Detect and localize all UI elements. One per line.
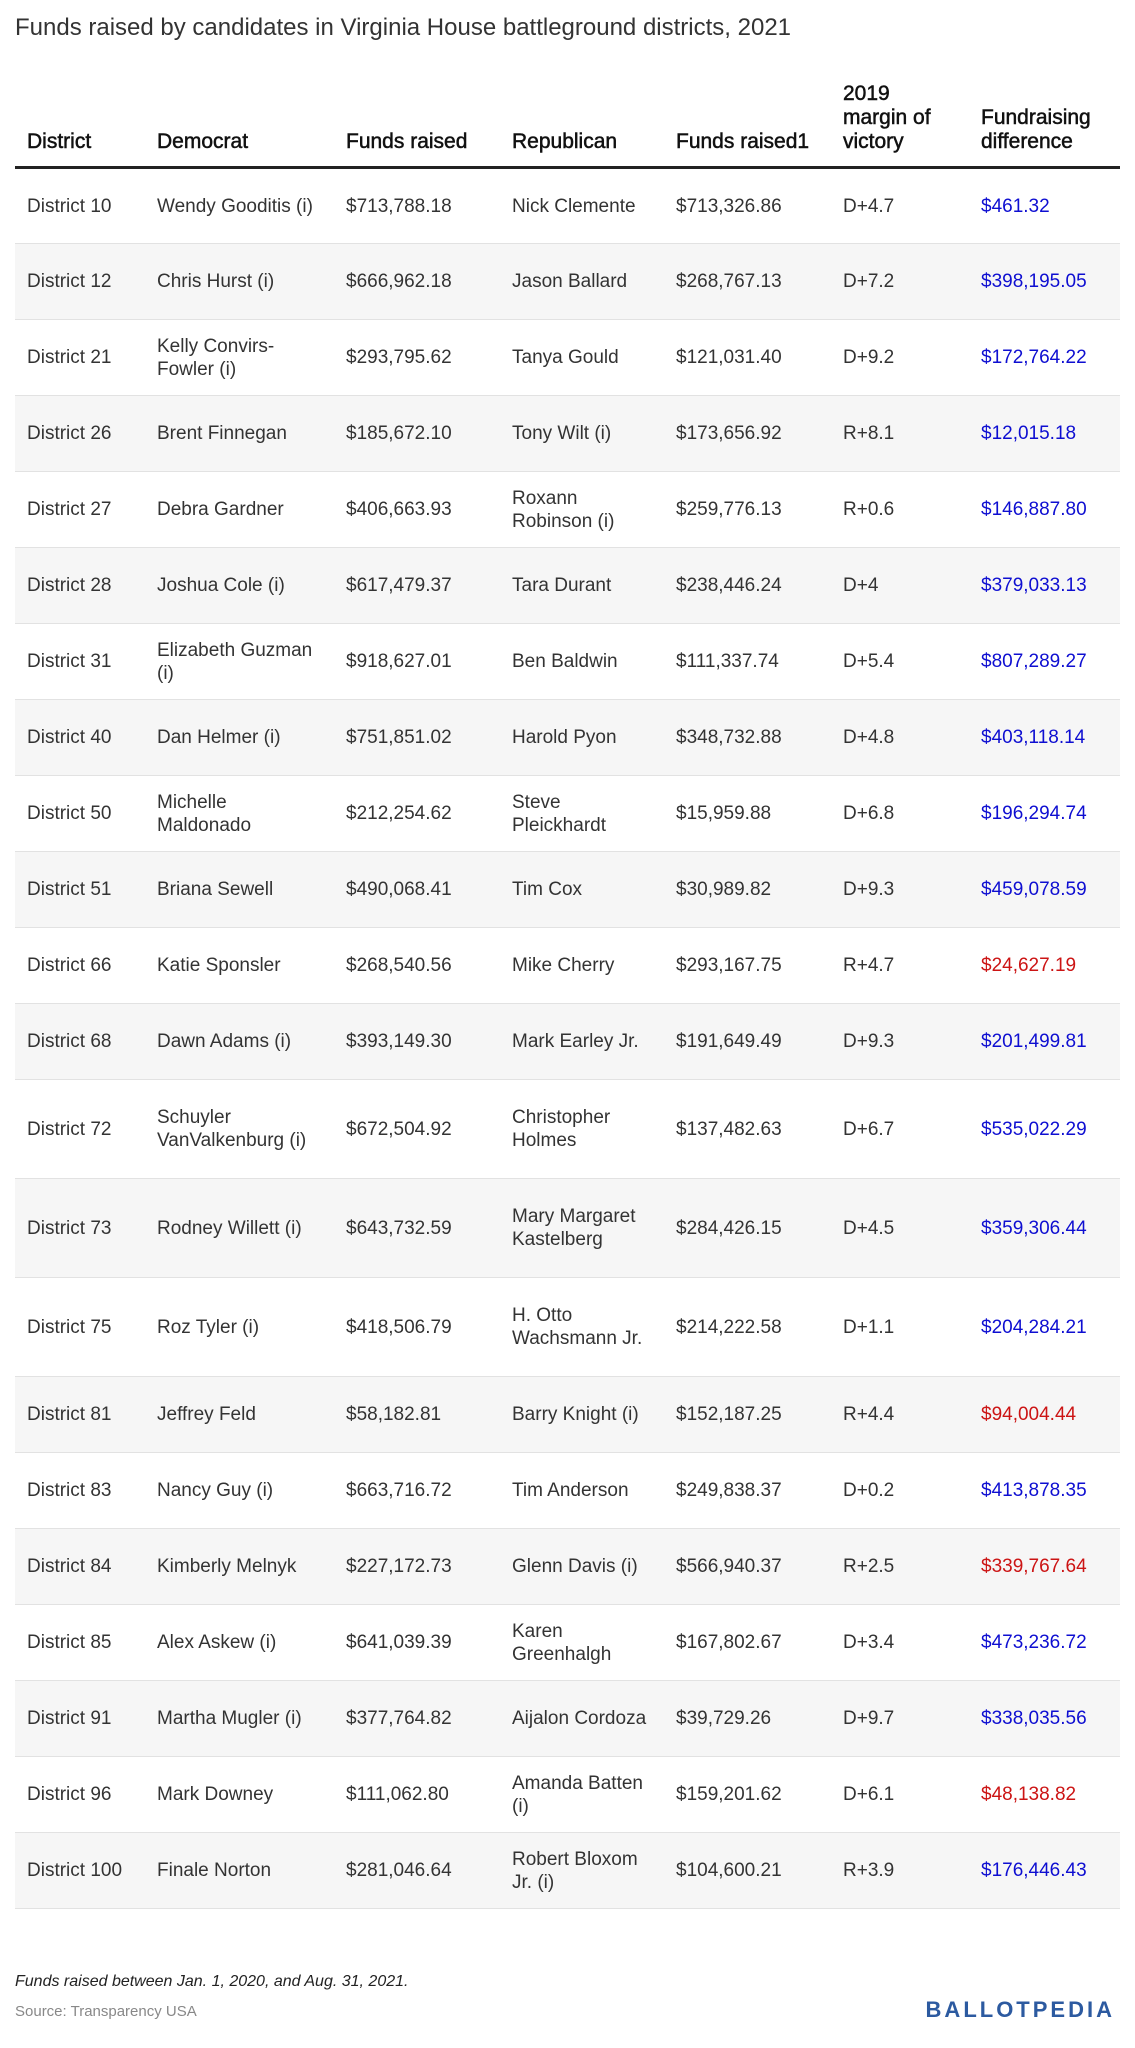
cell-republican: Jason Ballard: [500, 244, 664, 320]
cell-difference: $535,022.29: [969, 1080, 1120, 1179]
table-row: [15, 472, 1120, 548]
table-row: [15, 548, 1120, 624]
table-row: [15, 1004, 1120, 1080]
cell-democrat: Finale Norton: [145, 1833, 334, 1909]
cell-district: District 50: [15, 776, 145, 852]
cell-difference: $24,627.19: [969, 928, 1120, 1004]
cell-democrat: Dawn Adams (i): [145, 1004, 334, 1080]
cell-margin: D+4.7: [831, 168, 969, 244]
cell-district: District 28: [15, 548, 145, 624]
cell-difference: $196,294.74: [969, 776, 1120, 852]
cell-district: District 12: [15, 244, 145, 320]
column-header-difference: Fundraising difference: [969, 82, 1120, 168]
table-row: [15, 1833, 1120, 1909]
cell-rep-funds: $566,940.37: [664, 1529, 831, 1605]
cell-republican: Steve Pleickhardt: [500, 776, 664, 852]
cell-republican: Barry Knight (i): [500, 1377, 664, 1453]
cell-district: District 40: [15, 700, 145, 776]
cell-difference: $48,138.82: [969, 1757, 1120, 1833]
cell-republican: Karen Greenhalgh: [500, 1605, 664, 1681]
cell-district: District 75: [15, 1278, 145, 1377]
cell-difference: $461.32: [969, 168, 1120, 244]
cell-dem-funds: $227,172.73: [334, 1529, 500, 1605]
footnote: Funds raised between Jan. 1, 2020, and Aug. 31, 2021.: [15, 1973, 409, 1990]
cell-dem-funds: $268,540.56: [334, 928, 500, 1004]
cell-difference: $146,887.80: [969, 472, 1120, 548]
table-row: [15, 396, 1120, 472]
cell-district: District 100: [15, 1833, 145, 1909]
cell-difference: $201,499.81: [969, 1004, 1120, 1080]
cell-difference: $359,306.44: [969, 1179, 1120, 1278]
cell-difference: $339,767.64: [969, 1529, 1120, 1605]
cell-rep-funds: $191,649.49: [664, 1004, 831, 1080]
cell-rep-funds: $152,187.25: [664, 1377, 831, 1453]
cell-dem-funds: $751,851.02: [334, 700, 500, 776]
cell-district: District 83: [15, 1453, 145, 1529]
cell-dem-funds: $406,663.93: [334, 472, 500, 548]
cell-dem-funds: $672,504.92: [334, 1080, 500, 1179]
cell-democrat: Roz Tyler (i): [145, 1278, 334, 1377]
cell-dem-funds: $641,039.39: [334, 1605, 500, 1681]
cell-rep-funds: $39,729.26: [664, 1681, 831, 1757]
table-row: [15, 1080, 1120, 1179]
cell-rep-funds: $268,767.13: [664, 244, 831, 320]
cell-dem-funds: $617,479.37: [334, 548, 500, 624]
cell-margin: R+8.1: [831, 396, 969, 472]
cell-margin: D+6.7: [831, 1080, 969, 1179]
cell-district: District 73: [15, 1179, 145, 1278]
cell-district: District 21: [15, 320, 145, 396]
cell-district: District 72: [15, 1080, 145, 1179]
cell-margin: D+4.5: [831, 1179, 969, 1278]
cell-republican: Mary Margaret Kastelberg: [500, 1179, 664, 1278]
table-row: [15, 1529, 1120, 1605]
table-row: [15, 168, 1120, 244]
cell-district: District 81: [15, 1377, 145, 1453]
cell-democrat: Elizabeth Guzman (i): [145, 624, 334, 700]
cell-democrat: Martha Mugler (i): [145, 1681, 334, 1757]
table-row: [15, 1377, 1120, 1453]
cell-margin: R+3.9: [831, 1833, 969, 1909]
table-body: [15, 168, 1120, 1909]
table-row: [15, 1605, 1120, 1681]
cell-democrat: Joshua Cole (i): [145, 548, 334, 624]
cell-dem-funds: $643,732.59: [334, 1179, 500, 1278]
cell-republican: Christopher Holmes: [500, 1080, 664, 1179]
column-header-republican: Republican: [500, 82, 664, 168]
cell-margin: D+3.4: [831, 1605, 969, 1681]
cell-dem-funds: $918,627.01: [334, 624, 500, 700]
cell-difference: $807,289.27: [969, 624, 1120, 700]
table-row: [15, 776, 1120, 852]
cell-rep-funds: $214,222.58: [664, 1278, 831, 1377]
cell-democrat: Jeffrey Feld: [145, 1377, 334, 1453]
table-row: [15, 320, 1120, 396]
cell-margin: D+9.3: [831, 852, 969, 928]
cell-rep-funds: $15,959.88: [664, 776, 831, 852]
cell-dem-funds: $490,068.41: [334, 852, 500, 928]
cell-republican: Mark Earley Jr.: [500, 1004, 664, 1080]
cell-rep-funds: $173,656.92: [664, 396, 831, 472]
cell-district: District 10: [15, 168, 145, 244]
cell-district: District 27: [15, 472, 145, 548]
cell-margin: R+0.6: [831, 472, 969, 548]
cell-democrat: Michelle Maldonado: [145, 776, 334, 852]
column-header-dem-funds: Funds raised: [334, 82, 500, 168]
cell-margin: D+9.7: [831, 1681, 969, 1757]
cell-margin: R+4.7: [831, 928, 969, 1004]
cell-district: District 96: [15, 1757, 145, 1833]
cell-democrat: Rodney Willett (i): [145, 1179, 334, 1278]
table-row: [15, 1757, 1120, 1833]
table-row: [15, 1681, 1120, 1757]
cell-republican: Nick Clemente: [500, 168, 664, 244]
cell-republican: Aijalon Cordoza: [500, 1681, 664, 1757]
cell-democrat: Brent Finnegan: [145, 396, 334, 472]
cell-rep-funds: $167,802.67: [664, 1605, 831, 1681]
table-header: [15, 82, 1120, 168]
cell-republican: Ben Baldwin: [500, 624, 664, 700]
funds-table: [15, 82, 1120, 1909]
cell-democrat: Briana Sewell: [145, 852, 334, 928]
column-header-district: District: [15, 82, 145, 168]
cell-republican: Tim Anderson: [500, 1453, 664, 1529]
cell-rep-funds: $284,426.15: [664, 1179, 831, 1278]
table-row: [15, 1278, 1120, 1377]
cell-democrat: Schuyler VanValkenburg (i): [145, 1080, 334, 1179]
source-note: Source: Transparency USA: [15, 2003, 197, 2020]
cell-republican: H. Otto Wachsmann Jr.: [500, 1278, 664, 1377]
cell-difference: $94,004.44: [969, 1377, 1120, 1453]
cell-rep-funds: $249,838.37: [664, 1453, 831, 1529]
cell-difference: $338,035.56: [969, 1681, 1120, 1757]
cell-dem-funds: $663,716.72: [334, 1453, 500, 1529]
cell-district: District 66: [15, 928, 145, 1004]
cell-republican: Tanya Gould: [500, 320, 664, 396]
chart-title: Funds raised by candidates in Virginia House battleground districts, 2021: [15, 14, 792, 41]
cell-margin: D+6.1: [831, 1757, 969, 1833]
cell-dem-funds: $212,254.62: [334, 776, 500, 852]
cell-difference: $379,033.13: [969, 548, 1120, 624]
cell-democrat: Nancy Guy (i): [145, 1453, 334, 1529]
cell-margin: R+2.5: [831, 1529, 969, 1605]
cell-dem-funds: $377,764.82: [334, 1681, 500, 1757]
cell-district: District 68: [15, 1004, 145, 1080]
cell-difference: $12,015.18: [969, 396, 1120, 472]
cell-dem-funds: $293,795.62: [334, 320, 500, 396]
cell-rep-funds: $104,600.21: [664, 1833, 831, 1909]
cell-difference: $172,764.22: [969, 320, 1120, 396]
cell-rep-funds: $121,031.40: [664, 320, 831, 396]
cell-democrat: Wendy Gooditis (i): [145, 168, 334, 244]
cell-margin: R+4.4: [831, 1377, 969, 1453]
cell-republican: Tony Wilt (i): [500, 396, 664, 472]
table-row: [15, 1453, 1120, 1529]
cell-democrat: Kelly Convirs-Fowler (i): [145, 320, 334, 396]
cell-rep-funds: $111,337.74: [664, 624, 831, 700]
cell-dem-funds: $58,182.81: [334, 1377, 500, 1453]
cell-dem-funds: $666,962.18: [334, 244, 500, 320]
cell-difference: $176,446.43: [969, 1833, 1120, 1909]
column-header-democrat: Democrat: [145, 82, 334, 168]
cell-democrat: Katie Sponsler: [145, 928, 334, 1004]
cell-rep-funds: $259,776.13: [664, 472, 831, 548]
table-row: [15, 928, 1120, 1004]
cell-democrat: Dan Helmer (i): [145, 700, 334, 776]
cell-district: District 31: [15, 624, 145, 700]
cell-difference: $204,284.21: [969, 1278, 1120, 1377]
cell-difference: $398,195.05: [969, 244, 1120, 320]
cell-margin: D+0.2: [831, 1453, 969, 1529]
cell-dem-funds: $281,046.64: [334, 1833, 500, 1909]
cell-dem-funds: $111,062.80: [334, 1757, 500, 1833]
cell-democrat: Alex Askew (i): [145, 1605, 334, 1681]
cell-dem-funds: $418,506.79: [334, 1278, 500, 1377]
cell-margin: D+4: [831, 548, 969, 624]
cell-rep-funds: $713,326.86: [664, 168, 831, 244]
cell-democrat: Chris Hurst (i): [145, 244, 334, 320]
cell-rep-funds: $137,482.63: [664, 1080, 831, 1179]
cell-dem-funds: $185,672.10: [334, 396, 500, 472]
column-header-margin: 2019 margin of victory: [831, 82, 969, 168]
cell-district: District 85: [15, 1605, 145, 1681]
cell-difference: $473,236.72: [969, 1605, 1120, 1681]
cell-republican: Tara Durant: [500, 548, 664, 624]
cell-rep-funds: $348,732.88: [664, 700, 831, 776]
cell-district: District 91: [15, 1681, 145, 1757]
cell-dem-funds: $393,149.30: [334, 1004, 500, 1080]
cell-dem-funds: $713,788.18: [334, 168, 500, 244]
cell-margin: D+9.2: [831, 320, 969, 396]
cell-republican: Amanda Batten (i): [500, 1757, 664, 1833]
cell-district: District 26: [15, 396, 145, 472]
table-row: [15, 244, 1120, 320]
header-row: [15, 82, 1120, 168]
cell-margin: D+6.8: [831, 776, 969, 852]
ballotpedia-logo: BALLOTPEDIA: [925, 1997, 1115, 2022]
cell-republican: Harold Pyon: [500, 700, 664, 776]
cell-republican: Glenn Davis (i): [500, 1529, 664, 1605]
cell-rep-funds: $159,201.62: [664, 1757, 831, 1833]
cell-margin: D+5.4: [831, 624, 969, 700]
column-header-rep-funds: Funds raised1: [664, 82, 831, 168]
cell-democrat: Debra Gardner: [145, 472, 334, 548]
table-row: [15, 852, 1120, 928]
cell-republican: Robert Bloxom Jr. (i): [500, 1833, 664, 1909]
cell-rep-funds: $238,446.24: [664, 548, 831, 624]
cell-democrat: Kimberly Melnyk: [145, 1529, 334, 1605]
cell-district: District 84: [15, 1529, 145, 1605]
cell-rep-funds: $293,167.75: [664, 928, 831, 1004]
table-row: [15, 1179, 1120, 1278]
cell-margin: D+7.2: [831, 244, 969, 320]
cell-democrat: Mark Downey: [145, 1757, 334, 1833]
cell-republican: Mike Cherry: [500, 928, 664, 1004]
cell-republican: Roxann Robinson (i): [500, 472, 664, 548]
cell-difference: $403,118.14: [969, 700, 1120, 776]
table-row: [15, 624, 1120, 700]
cell-district: District 51: [15, 852, 145, 928]
cell-republican: Tim Cox: [500, 852, 664, 928]
cell-rep-funds: $30,989.82: [664, 852, 831, 928]
cell-margin: D+1.1: [831, 1278, 969, 1377]
cell-margin: D+4.8: [831, 700, 969, 776]
cell-margin: D+9.3: [831, 1004, 969, 1080]
table-row: [15, 700, 1120, 776]
cell-difference: $413,878.35: [969, 1453, 1120, 1529]
cell-difference: $459,078.59: [969, 852, 1120, 928]
